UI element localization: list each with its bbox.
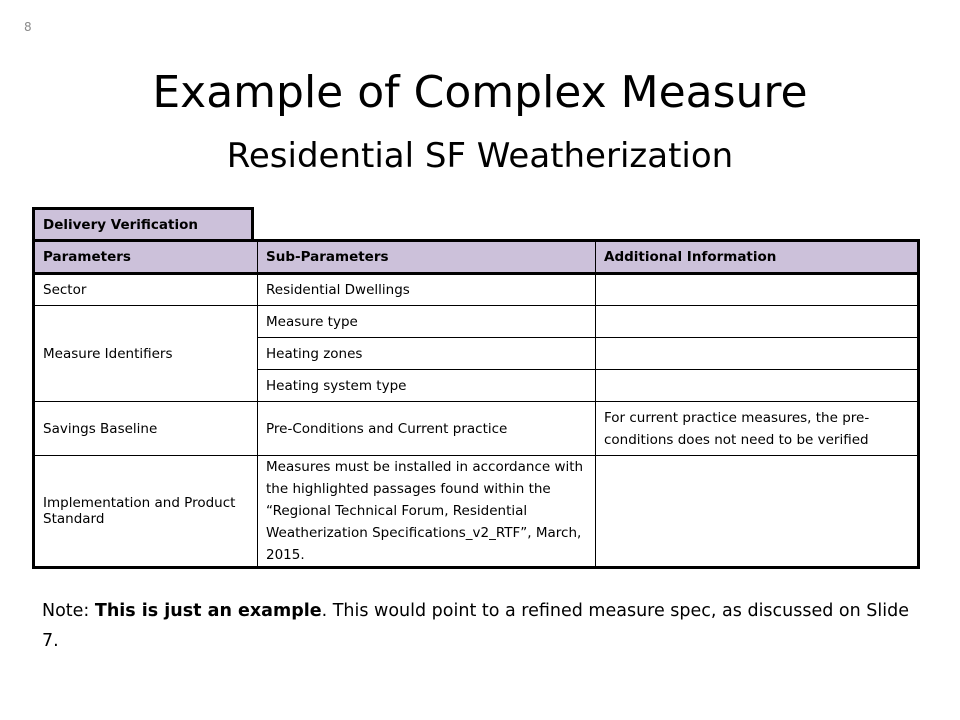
slide-subtitle: Residential SF Weatherization	[226, 136, 734, 176]
additional-info-cell	[596, 338, 919, 370]
table-row	[34, 274, 919, 306]
delivery-verification-tab: Delivery Verification	[32, 207, 254, 239]
slide-title: Example of Complex Measure	[152, 67, 808, 118]
table-header-row	[34, 241, 919, 274]
table-row	[34, 306, 919, 338]
sub-parameter-cell: Pre-Conditions and Current practice	[258, 402, 596, 456]
note-rest: . This would point to a refined measure spec, as discussed on Slide 7.	[42, 601, 909, 651]
header-sub-parameters: Sub-Parameters	[258, 241, 596, 274]
additional-info-cell	[596, 370, 919, 402]
header-parameters: Parameters	[34, 241, 258, 274]
additional-info-cell: For current practice measures, the pre-conditions does not need to be verified	[596, 402, 919, 456]
parameter-cell: Implementation and Product Standard	[34, 456, 258, 568]
additional-info-cell	[596, 306, 919, 338]
table-row	[34, 456, 919, 568]
parameter-cell: Sector	[34, 274, 258, 306]
note-emphasis: This is just an example	[94, 601, 322, 621]
additional-info-cell	[596, 456, 919, 568]
additional-info-cell	[596, 274, 919, 306]
sub-parameter-cell: Heating system type	[258, 370, 596, 402]
slide-number: 8	[24, 20, 32, 34]
sub-parameter-cell: Measure type	[258, 306, 596, 338]
note-prefix: Note:	[42, 601, 95, 621]
footnote	[42, 596, 922, 656]
parameter-cell: Measure Identifiers	[34, 306, 258, 402]
sub-parameter-cell: Residential Dwellings	[258, 274, 596, 306]
sub-parameter-cell: Measures must be installed in accordance with the highlighted passages found within the “Regional Technical Forum, Residential Weatherization Specifications_v2_RTF”, March, 2015.	[258, 456, 596, 568]
parameter-cell: Savings Baseline	[34, 402, 258, 456]
measure-spec-table	[32, 239, 920, 569]
table-row	[34, 402, 919, 456]
header-additional-information: Additional Information	[596, 241, 919, 274]
sub-parameter-cell: Heating zones	[258, 338, 596, 370]
